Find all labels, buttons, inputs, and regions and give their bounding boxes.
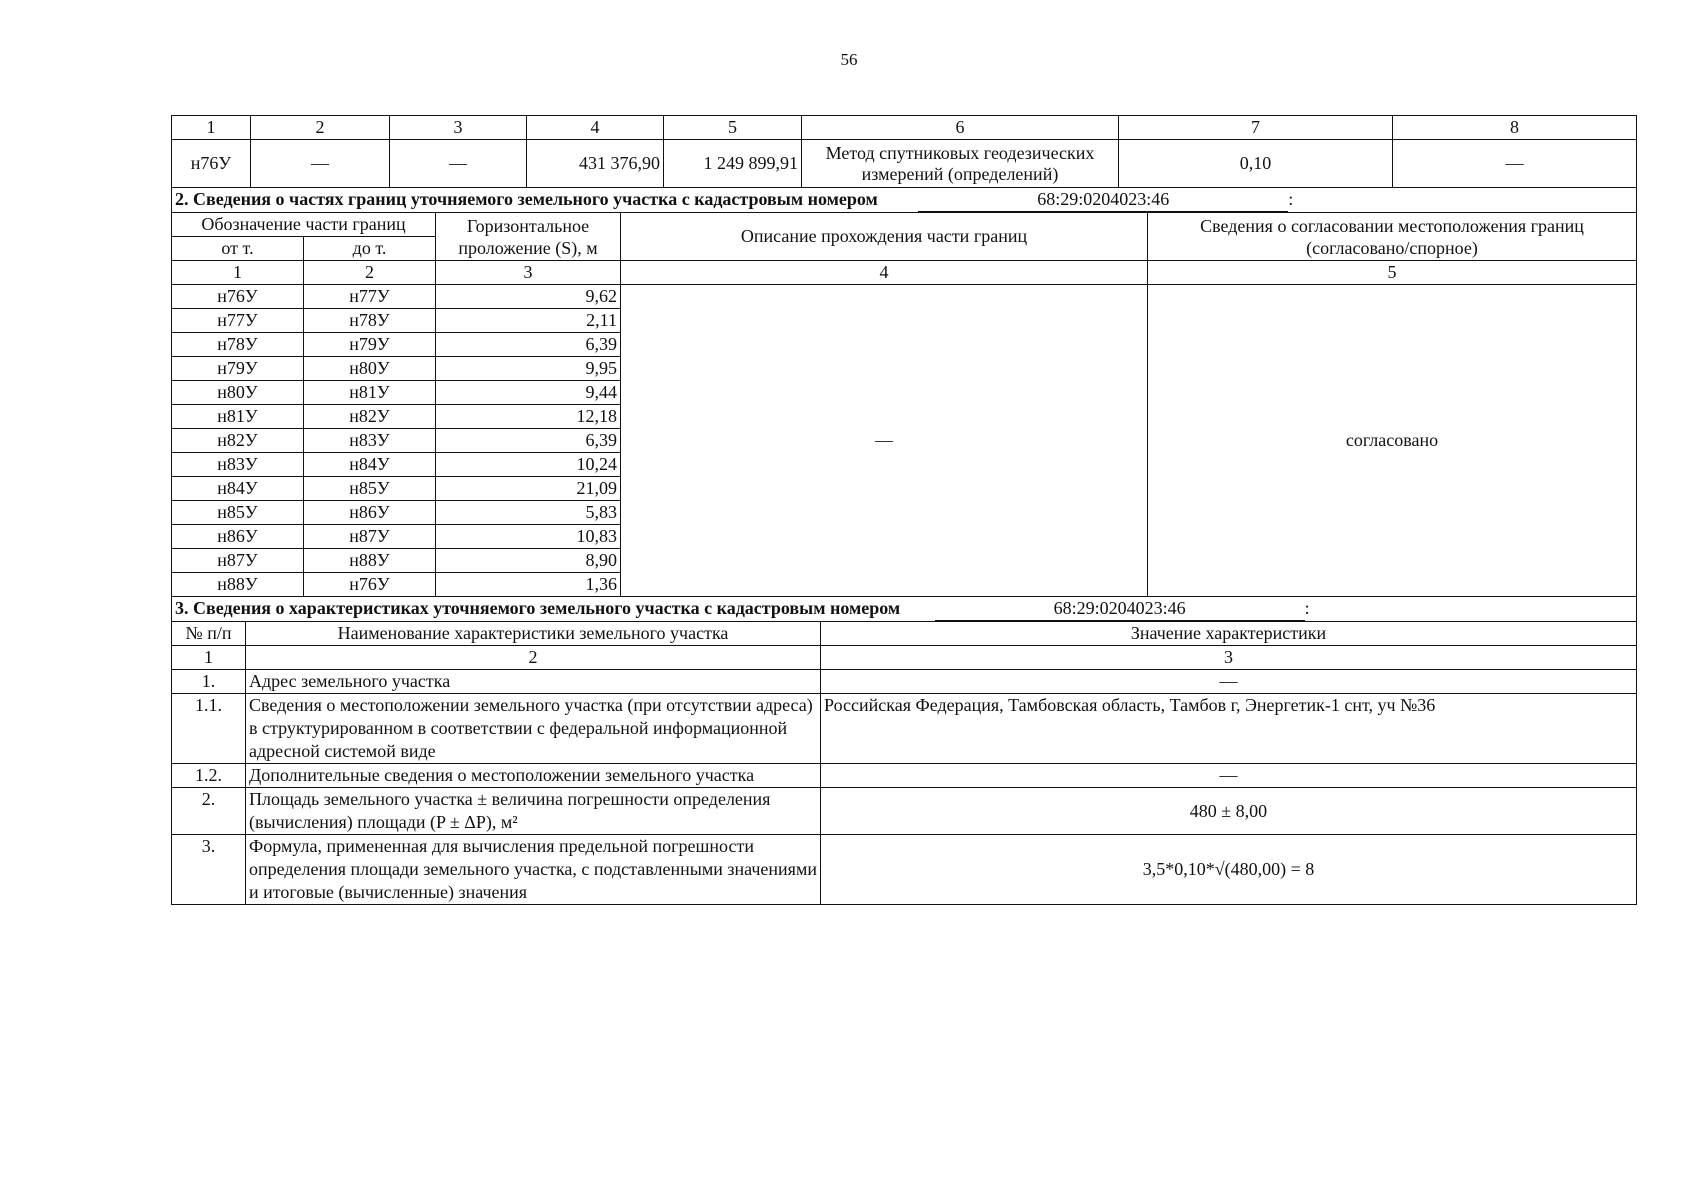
- cadastral-number: 68:29:0204023:46: [935, 597, 1305, 621]
- from-point: н83У: [172, 453, 304, 477]
- section-3-heading: [172, 597, 1637, 622]
- section-2-heading: [172, 188, 1637, 213]
- page-number: 56: [840, 50, 858, 69]
- header-from-point: от т.: [172, 237, 304, 261]
- characteristic-value: —: [821, 670, 1637, 694]
- table-row: [172, 140, 1637, 188]
- to-point: н82У: [304, 405, 436, 429]
- column-number: 8: [1393, 116, 1637, 140]
- column-number: 4: [527, 116, 664, 140]
- table-cell: —: [1393, 140, 1637, 188]
- to-point: н85У: [304, 477, 436, 501]
- segment-length: 9,95: [436, 357, 621, 381]
- column-number: 6: [802, 116, 1119, 140]
- section-3-title: 3. Сведения о характеристиках уточняемого земельного участка с кадастровым номером: [175, 598, 901, 618]
- column-number: 3: [390, 116, 527, 140]
- from-point: н79У: [172, 357, 304, 381]
- table-row: [172, 670, 1637, 694]
- table-row: [172, 285, 1637, 309]
- from-point: н86У: [172, 525, 304, 549]
- segment-length: 5,83: [436, 501, 621, 525]
- to-point: н87У: [304, 525, 436, 549]
- colon: :: [1288, 189, 1294, 209]
- from-point: н88У: [172, 573, 304, 597]
- characteristic-name: Формула, примененная для вычисления предельной погрешности определения площади земельного участка, с подставленными значениями и итоговые (вычисленные) значения: [246, 835, 821, 905]
- header-horizontal-length: Горизонтальное проложение (S), м: [436, 213, 621, 261]
- to-point: н77У: [304, 285, 436, 309]
- column-number-row: [172, 261, 1637, 285]
- description-value: —: [621, 285, 1148, 597]
- table-row: [172, 788, 1637, 835]
- section-2-title: 2. Сведения о частях границ уточняемого земельного участка с кадастровым номером: [175, 189, 878, 209]
- characteristic-name: Дополнительные сведения о местоположении земельного участка: [246, 764, 821, 788]
- cadastral-number: 68:29:0204023:46: [918, 188, 1288, 212]
- column-number-row: [172, 646, 1637, 670]
- coordinates-table: [171, 115, 1637, 188]
- method-cell: Метод спутниковых геодезических измерений (определений): [802, 140, 1119, 188]
- table-row: [172, 835, 1637, 905]
- to-point: н79У: [304, 333, 436, 357]
- characteristic-name: Площадь земельного участка ± величина погрешности определения (вычисления) площади (P ± ΔP), м²: [246, 788, 821, 835]
- to-point: н81У: [304, 381, 436, 405]
- table-row: [172, 764, 1637, 788]
- column-number: 3: [436, 261, 621, 285]
- from-point: н80У: [172, 381, 304, 405]
- document-sheet: [171, 115, 1636, 905]
- characteristic-name: Сведения о местоположении земельного участка (при отсутствии адреса) в структурированном в соответствии с федеральной информационной адресной системой виде: [246, 694, 821, 764]
- from-point: н82У: [172, 429, 304, 453]
- coordinate-x: 431 376,90: [527, 140, 664, 188]
- segment-length: 10,24: [436, 453, 621, 477]
- table-cell: —: [251, 140, 390, 188]
- characteristic-value: —: [821, 764, 1637, 788]
- section-header-row: [172, 597, 1637, 622]
- characteristics-table: [171, 597, 1637, 905]
- column-number: 2: [246, 646, 821, 670]
- table-header-row: [172, 116, 1637, 140]
- row-number: 2.: [172, 788, 246, 835]
- from-point: н81У: [172, 405, 304, 429]
- to-point: н78У: [304, 309, 436, 333]
- to-point: н84У: [304, 453, 436, 477]
- segment-length: 21,09: [436, 477, 621, 501]
- segment-length: 9,62: [436, 285, 621, 309]
- header-agreement: Сведения о согласовании местоположения границ (согласовано/спорное): [1148, 213, 1637, 261]
- header-to-point: до т.: [304, 237, 436, 261]
- characteristic-name: Адрес земельного участка: [246, 670, 821, 694]
- segment-length: 10,83: [436, 525, 621, 549]
- segment-length: 6,39: [436, 333, 621, 357]
- table-row: [172, 694, 1637, 764]
- column-number: 1: [172, 646, 246, 670]
- to-point: н86У: [304, 501, 436, 525]
- from-point: н76У: [172, 285, 304, 309]
- from-point: н77У: [172, 309, 304, 333]
- segment-length: 2,11: [436, 309, 621, 333]
- to-point: н88У: [304, 549, 436, 573]
- column-number: 3: [821, 646, 1637, 670]
- column-number: 1: [172, 116, 251, 140]
- point-name: н76У: [172, 140, 251, 188]
- header-characteristic-value: Значение характеристики: [821, 622, 1637, 646]
- boundary-parts-table: [171, 188, 1637, 597]
- section-header-row: [172, 188, 1637, 213]
- column-number: 4: [621, 261, 1148, 285]
- characteristic-value: 3,5*0,10*√(480,00) = 8: [821, 835, 1637, 905]
- from-point: н78У: [172, 333, 304, 357]
- column-number: 2: [251, 116, 390, 140]
- from-point: н85У: [172, 501, 304, 525]
- column-number: 2: [304, 261, 436, 285]
- segment-length: 8,90: [436, 549, 621, 573]
- header-part-designation: Обозначение части границ: [172, 213, 436, 237]
- row-number: 1.2.: [172, 764, 246, 788]
- row-number: 1.1.: [172, 694, 246, 764]
- header-description: Описание прохождения части границ: [621, 213, 1148, 261]
- header-number: № п/п: [172, 622, 246, 646]
- agreement-value: согласовано: [1148, 285, 1637, 597]
- from-point: н84У: [172, 477, 304, 501]
- to-point: н76У: [304, 573, 436, 597]
- table-cell: —: [390, 140, 527, 188]
- header-characteristic-name: Наименование характеристики земельного участка: [246, 622, 821, 646]
- to-point: н80У: [304, 357, 436, 381]
- colon: :: [1304, 598, 1310, 618]
- characteristic-value: Российская Федерация, Тамбовская область, Тамбов г, Энергетик-1 снт, уч №36: [821, 694, 1637, 764]
- row-number: 3.: [172, 835, 246, 905]
- segment-length: 9,44: [436, 381, 621, 405]
- column-number: 7: [1119, 116, 1393, 140]
- characteristic-value: 480 ± 8,00: [821, 788, 1637, 835]
- coordinate-y: 1 249 899,91: [664, 140, 802, 188]
- segment-length: 1,36: [436, 573, 621, 597]
- accuracy-cell: 0,10: [1119, 140, 1393, 188]
- segment-length: 6,39: [436, 429, 621, 453]
- segment-length: 12,18: [436, 405, 621, 429]
- table-header-row: [172, 213, 1637, 237]
- row-number: 1.: [172, 670, 246, 694]
- from-point: н87У: [172, 549, 304, 573]
- to-point: н83У: [304, 429, 436, 453]
- column-number: 1: [172, 261, 304, 285]
- column-number: 5: [664, 116, 802, 140]
- table-header-row: [172, 622, 1637, 646]
- column-number: 5: [1148, 261, 1637, 285]
